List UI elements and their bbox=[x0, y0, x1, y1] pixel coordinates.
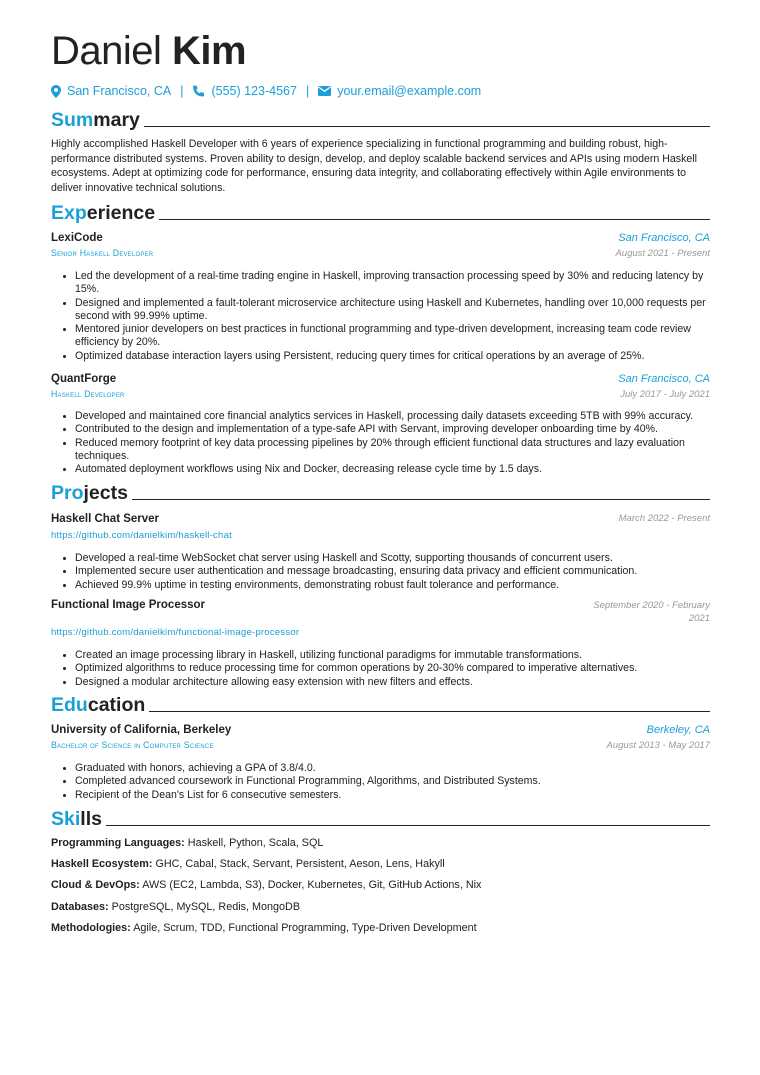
list-item: • Optimized database interaction layers using Persistent, reducing query times for critical operations by an average of 25%. bbox=[75, 350, 722, 363]
skill-row bbox=[51, 879, 481, 891]
skill-row bbox=[51, 858, 445, 870]
skill-label: Methodologies: bbox=[51, 922, 131, 934]
section-rule bbox=[132, 499, 710, 500]
contact-phone[interactable] bbox=[192, 84, 296, 98]
contact-separator: | bbox=[305, 84, 310, 98]
skill-value: PostgreSQL, MySQL, Redis, MongoDB bbox=[111, 901, 301, 913]
skill-value: GHC, Cabal, Stack, Servant, Persistent, Aeson, Lens, Hakyll bbox=[155, 858, 445, 870]
job-bullets bbox=[63, 410, 722, 476]
skill-row bbox=[51, 837, 323, 849]
list-item: • Optimized algorithms to reduce processing time for common operations by 20-30% compared to imperative alternatives. bbox=[75, 662, 722, 675]
education-bullets bbox=[63, 762, 722, 802]
school-location: Berkeley, CA bbox=[646, 724, 710, 736]
list-item: • Achieved 99.9% uptime in testing environments, demonstrating robust fault tolerance and performance. bbox=[75, 579, 722, 592]
list-item: • Implemented secure user authentication and message broadcasting, ensuring data privacy and efficient communication. bbox=[75, 565, 722, 578]
section-title: Summary bbox=[51, 109, 140, 131]
section-rule bbox=[159, 219, 710, 220]
phone-icon bbox=[192, 85, 205, 98]
section-title: Experience bbox=[51, 202, 156, 224]
summary-text: Highly accomplished Haskell Developer with 6 years of experience specializing in functional programming and building robust, high-performance distributed systems. Proven ability to design, develop, and deploy scalable backend services and APIs using modern Haskell ecosystems. Adept at optimizing code for performance, ensuring data integrity, and collaborating effectively within Agile environments to deliver innovative technical solutions. bbox=[51, 138, 697, 194]
project-name: Haskell Chat Server bbox=[51, 513, 160, 525]
map-marker-icon bbox=[51, 85, 61, 98]
section-rule bbox=[106, 825, 710, 826]
skill-value: Haskell, Python, Scala, SQL bbox=[187, 837, 324, 849]
list-item: • Graduated with honors, achieving a GPA of 3.8/4.0. bbox=[75, 762, 722, 775]
project-link[interactable]: https://github.com/danielkim/haskell-chat bbox=[51, 530, 232, 541]
section-rule bbox=[144, 126, 710, 127]
first-name: Daniel bbox=[51, 29, 162, 73]
job-dates: August 2021 - Present bbox=[615, 248, 710, 259]
skill-value: AWS (EC2, Lambda, S3), Docker, Kubernetes, Git, GitHub Actions, Nix bbox=[142, 879, 482, 891]
skill-row bbox=[51, 922, 477, 934]
skill-label: Databases: bbox=[51, 901, 109, 913]
skill-label: Programming Languages: bbox=[51, 837, 185, 849]
project-name: Functional Image Processor bbox=[51, 599, 206, 611]
project-bullets bbox=[63, 649, 722, 689]
section-rule bbox=[149, 711, 710, 712]
job-location: San Francisco, CA bbox=[618, 232, 710, 244]
contact-email[interactable] bbox=[318, 84, 481, 98]
skill-row bbox=[51, 901, 300, 913]
contact-separator: | bbox=[180, 84, 184, 98]
job-location: San Francisco, CA bbox=[618, 373, 710, 385]
list-item: • Automated deployment workflows using Nix and Docker, decreasing release cycle time by 1.5 days. bbox=[75, 463, 722, 476]
full-name bbox=[51, 28, 246, 74]
list-item: • Developed and maintained core financial analytics services in Haskell, processing daily datasets exceeding 5TB with 99% accuracy. bbox=[75, 410, 722, 423]
email-text: your.email@example.com bbox=[337, 84, 482, 98]
list-item: • Led the development of a real-time trading engine in Haskell, improving transaction processing speed by 30% and reducing latency by 15%. bbox=[75, 270, 722, 297]
contact-location bbox=[51, 84, 171, 98]
skill-value: Agile, Scrum, TDD, Functional Programming, Type-Driven Development bbox=[133, 922, 477, 934]
contact-line bbox=[51, 84, 481, 98]
section-title: Projects bbox=[51, 482, 128, 504]
project-dates: September 2020 - February 2021 bbox=[593, 600, 710, 624]
project-link[interactable]: https://github.com/danielkim/functional-image-processor bbox=[51, 627, 300, 638]
project-dates: March 2022 - Present bbox=[618, 513, 710, 524]
phone-text: (555) 123-4567 bbox=[211, 84, 297, 98]
projects-heading bbox=[51, 482, 710, 504]
job-company: QuantForge bbox=[51, 373, 117, 385]
experience-heading bbox=[51, 202, 710, 224]
project-bullets bbox=[63, 552, 722, 592]
degree: Bachelor of Science in Computer Science bbox=[51, 740, 214, 750]
location-text: San Francisco, CA bbox=[67, 84, 172, 98]
last-name: Kim bbox=[172, 29, 247, 73]
list-item: • Designed a modular architecture allowing easy extension with new filters and effects. bbox=[75, 676, 722, 689]
list-item: • Contributed to the design and implementation of a type-safe API with Servant, improving developer onboarding time by 40%. bbox=[75, 423, 722, 436]
summary-heading bbox=[51, 109, 710, 131]
list-item: • Completed advanced coursework in Functional Programming, Algorithms, and Distributed Systems. bbox=[75, 775, 722, 788]
envelope-icon bbox=[318, 86, 331, 96]
job-role: Haskell Developer bbox=[51, 389, 125, 399]
job-dates: July 2017 - July 2021 bbox=[620, 389, 710, 400]
skill-label: Cloud & DevOps: bbox=[51, 879, 140, 891]
job-role: Senior Haskell Developer bbox=[51, 248, 154, 258]
list-item: • Mentored junior developers on best practices in functional programming and type-driven development, increasing team code review efficiency by 20%. bbox=[75, 323, 722, 350]
section-title: Skills bbox=[51, 808, 102, 830]
education-heading bbox=[51, 694, 710, 716]
list-item: • Recipient of the Dean's List for 6 consecutive semesters. bbox=[75, 789, 722, 802]
job-bullets bbox=[63, 270, 722, 363]
job-company: LexiCode bbox=[51, 232, 103, 244]
skill-label: Haskell Ecosystem: bbox=[51, 858, 153, 870]
education-dates: August 2013 - May 2017 bbox=[606, 740, 710, 751]
list-item: • Reduced memory footprint of key data processing pipelines by 20% through efficient functional data structures and lazy evaluation techniques. bbox=[75, 437, 722, 464]
list-item: • Designed and implemented a fault-tolerant microservice architecture using Haskell and Kubernetes, handling over 10,000 requests per second with 99.99% uptime. bbox=[75, 297, 722, 324]
skills-heading bbox=[51, 808, 710, 830]
list-item: • Created an image processing library in Haskell, utilizing functional paradigms for immutable transformations. bbox=[75, 649, 722, 662]
list-item: • Developed a real-time WebSocket chat server using Haskell and Scotty, supporting thousands of concurrent users. bbox=[75, 552, 722, 565]
section-title: Education bbox=[51, 694, 146, 716]
school-name: University of California, Berkeley bbox=[51, 724, 232, 736]
